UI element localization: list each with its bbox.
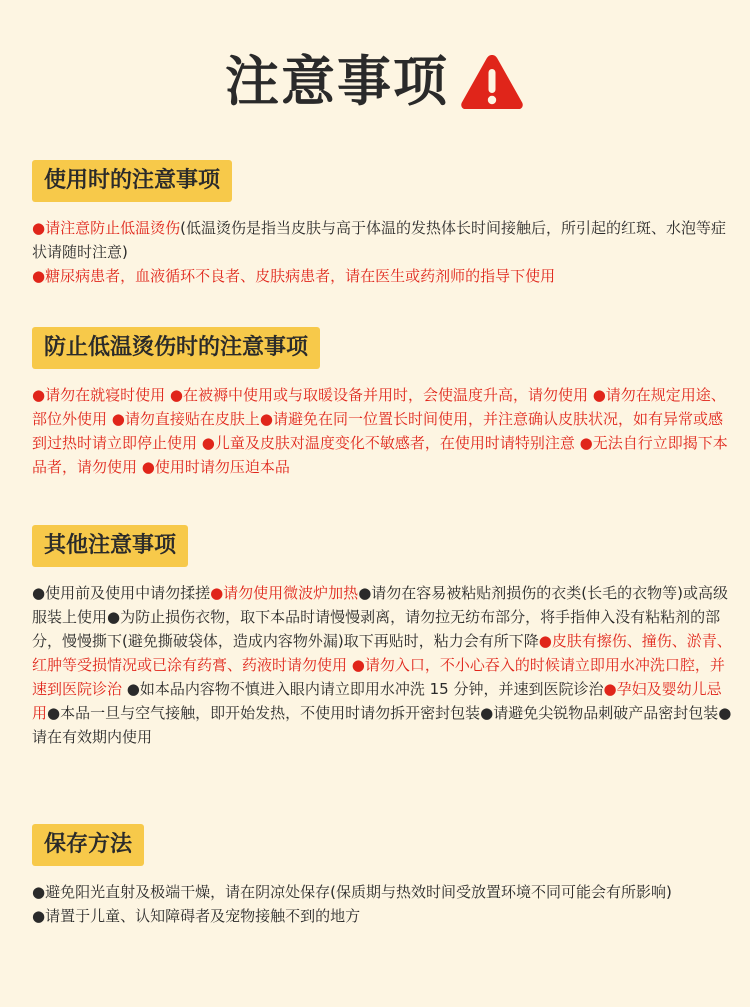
warning-text: ●糖尿病患者，血液循环不良者、皮肤病患者，请在医生或药剂师的指导下使用 [32,267,556,285]
section-usage-notes [32,160,732,288]
section-body [32,383,732,479]
section-body [32,880,732,928]
warning-icon [459,52,525,112]
section-title: 其他注意事项 [32,525,188,567]
section-low-temp-burn [32,327,732,479]
warning-text: ●请注意防止低温烫伤 [32,219,181,237]
paragraph [32,216,732,264]
section-title: 防止低温烫伤时的注意事项 [32,327,320,369]
page-header [0,42,750,122]
section-title: 使用时的注意事项 [32,160,232,202]
section-storage [32,824,732,928]
paragraph [32,383,732,479]
section-body [32,216,732,288]
section-other-notes [32,525,732,749]
warning-text: ●请勿在就寝时使用 ●在被褥中使用或与取暖设备并用时，会使温度升高，请勿使用 ●请勿在规定用途、部位外使用 ●请勿直接贴在皮肤上●请避免在同一位置长时间使用，并注意确认皮肤状况，如有异常或感到过热时请立即停止使用 ●儿童及皮肤对温度变化不敏感者，在使用时请特别注意 ●无法自行立即揭下本品者，请勿使用 ●使用时请勿压迫本品 [32,386,728,476]
note-text: ●如本品内容物不慎进入眼内请立即用水冲洗 15 分钟，并速到医院诊治 [122,680,604,698]
note-text: ●本品一旦与空气接触，即开始发热，不使用时请勿拆开密封包装●请避免尖锐物品刺破产品密封包装●请在有效期内使用 [32,704,732,746]
paragraph [32,880,732,904]
note-text: ●避免阳光直射及极端干燥，请在阴凉处保存(保质期与热效时间受放置环境不同可能会有所影响) [32,883,672,901]
note-text: ●请勿在容易被粘贴剂损伤的衣类(长毛的衣物等)或高级服装上使用●为防止损伤衣物，取下本品时请慢慢剥离，请勿拉无纺布部分，将手指伸入没有粘粘剂的部分，慢慢撕下(避免撕破袋体，造成内容物外漏)取下再贴时，粘力会有所下降 [32,584,728,650]
note-text: (低温烫伤是指当皮肤与高于体温的发热体长时间接触后，所引起的红斑、水泡等症状请随时注意) [32,219,726,261]
note-text: ●使用前及使用中请勿揉搓 [32,584,211,602]
page-title: 注意事项 [225,50,449,113]
warning-text: ●请勿使用微波炉加热 [210,584,359,602]
paragraph [32,904,732,928]
warning-text: ●皮肤有擦伤、撞伤、淤青、红肿等受损情况或已涂有药膏、药液时请勿使用 ●请勿入口，不小心吞入的时候请立即用水冲洗口腔，并速到医院诊治 [32,632,732,698]
section-body [32,581,732,749]
section-title: 保存方法 [32,824,144,866]
note-text: ●请置于儿童、认知障碍者及宠物接触不到的地方 [32,907,361,925]
warning-text: ●孕妇及婴幼儿忌用 [32,680,722,722]
paragraph [32,264,732,288]
paragraph [32,581,732,749]
